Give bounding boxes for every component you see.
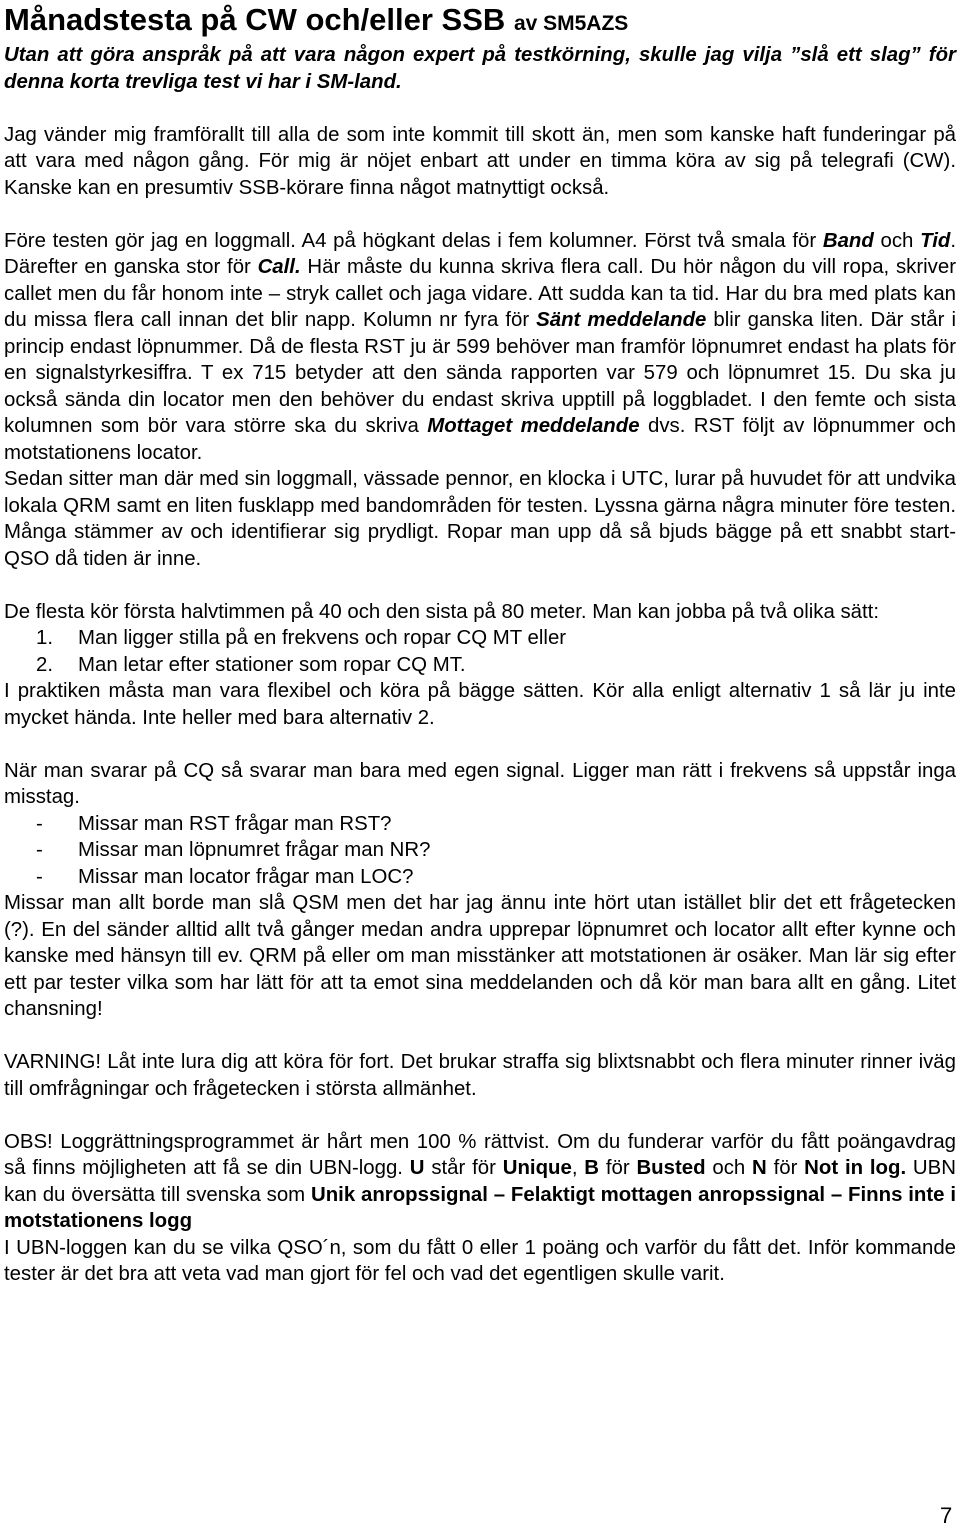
spacer bbox=[4, 1023, 956, 1050]
list-marker: - bbox=[36, 812, 43, 835]
paragraph-9 bbox=[4, 1129, 956, 1235]
text-run: för bbox=[766, 1157, 805, 1179]
paragraph-2 bbox=[4, 228, 956, 467]
bold-n: N bbox=[752, 1157, 767, 1179]
paragraph-3: Sedan sitter man där med sin loggmall, vässade pennor, en klocka i UTC, lurar på huvudet för att undvika lokala QRM samt en liten fusklapp med bandområden för testen. Lyssna gärna några minuter före testen. Många stämmer av och identifierar sig prydligt. Ropar man upp då så bjuds bägge på ett snabbt start-QSO då tiden är inne. bbox=[4, 468, 956, 570]
spacer bbox=[4, 572, 956, 599]
bold-busted: Busted bbox=[636, 1157, 706, 1179]
dash-list bbox=[4, 811, 956, 891]
document-page bbox=[4, 2, 956, 1288]
spacer bbox=[4, 201, 956, 228]
text-run: och bbox=[873, 229, 921, 252]
list-marker: - bbox=[36, 865, 43, 888]
text-run: UBN kan du översätta till svenska som bbox=[4, 1157, 956, 1206]
list-marker: 1. bbox=[36, 627, 54, 649]
list-item-text: Missar man locator frågar man LOC? bbox=[78, 865, 414, 888]
paragraph-8: VARNING! Låt inte lura dig att köra för fort. Det brukar straffa sig blixtsnabbt och flera minuter rinner iväg till omfrågningar och frågetecken i största allmänhet. bbox=[4, 1051, 956, 1100]
paragraph-1: Jag vänder mig framförallt till alla de som inte kommit till skott än, men som kanske haft funderingar på att vara med någon gång. För mig är nöjet enbart att under en timma köra av sig på telegrafi (CW). Kanske kan en presumtiv SSB-körare finna något matnyttigt också. bbox=[4, 123, 956, 199]
intro-paragraph: Utan att göra anspråk på att vara någon expert på testkörning, skulle jag vilja ”slå ett slag” för denna korta trevliga test vi har i SM-land. bbox=[4, 44, 956, 93]
emphasis-call: Call. bbox=[257, 256, 301, 278]
text-run: dvs. RST följt av löpnummer och motstationens locator. bbox=[4, 415, 957, 464]
list-item bbox=[4, 864, 956, 891]
list-marker: - bbox=[36, 839, 43, 861]
text-run: Före testen gör jag en loggmall. A4 på högkant delas i fem kolumner. Först två smala för bbox=[4, 229, 823, 252]
list-item bbox=[4, 811, 956, 838]
page-number: 7 bbox=[940, 1503, 953, 1528]
bold-unique: Unique bbox=[502, 1157, 572, 1179]
list-item-text: Man letar efter stationer som ropar CQ MT. bbox=[78, 653, 466, 676]
paragraph-7: Missar man allt borde man slå QSM men det har jag ännu inte hört utan istället blir det ett frågetecken (?). En del sänder alltid allt två gånger medan andra upprepar löpnumret och locator allt efter kynne och kanske med hänsyn till ev. QRM på eller om man misstänker att motstationen är osäker. Man lär sig efter ett par tester vilka som har lätt för att ta emot sina meddelanden och då kör man bara allt en gång. Litet chansning! bbox=[4, 892, 956, 1020]
paragraph-6: När man svarar på CQ så svarar man bara med egen signal. Ligger man rätt i frekvens så uppstår inga misstag. bbox=[4, 759, 956, 808]
list-marker: 2. bbox=[36, 653, 54, 676]
list-item bbox=[4, 652, 956, 679]
bold-b: B bbox=[584, 1157, 600, 1179]
text-run: och bbox=[705, 1157, 753, 1179]
text-run: för bbox=[599, 1157, 637, 1179]
text-run: blir ganska liten. Där står i princip endast löpnummer. Då de flesta RST ju är 599 behöver man framför löpnumret endast ha plats för en signalstyrkesiffra. T ex 715 betyder att den sända rapporten var 579 och löpnumret 15. Du ska ju också sända din locator men den behöver du endast skriva upptill på loggbladet. I den femte och sista kolumnen som bör vara större ska du skriva bbox=[4, 309, 956, 437]
paragraph-4: De flesta kör första halvtimmen på 40 och den sista på 80 meter. Man kan jobba på två olika sätt: bbox=[4, 600, 880, 623]
list-item-text: Man ligger stilla på en frekvens och ropar CQ MT eller bbox=[78, 627, 567, 649]
bold-ubn-translation: Unik anropssignal – Felaktigt mottagen anropssignal – Finns inte i motstationens logg bbox=[4, 1183, 956, 1232]
numbered-list bbox=[4, 625, 956, 678]
author-byline: av SM5AZS bbox=[513, 12, 629, 35]
page-title bbox=[4, 2, 956, 42]
spacer bbox=[4, 731, 956, 758]
list-item-text: Missar man löpnumret frågar man NR? bbox=[78, 839, 431, 861]
emphasis-tid: Tid bbox=[920, 229, 951, 252]
paragraph-5: I praktiken måsta man vara flexibel och köra på bägge sätten. Kör alla enligt alternativ 1 så lär ju inte mycket hända. Inte heller med bara alternativ 2. bbox=[4, 680, 956, 729]
list-item bbox=[4, 837, 956, 864]
text-run: . Därefter en ganska stor för bbox=[4, 229, 956, 278]
list-item bbox=[4, 625, 956, 652]
text-run: Här måste du kunna skriva flera call. Du hör någon du vill ropa, skriver callet men du får honom inte – stryk callet och jaga vidare. Att sudda kan ta tid. Har du bra med plats kan du missa flera call innan det blir napp. Kolumn nr fyra för bbox=[4, 256, 957, 331]
emphasis-mottaget-meddelande: Mottaget meddelande bbox=[427, 415, 640, 437]
spacer bbox=[4, 95, 956, 122]
emphasis-band: Band bbox=[822, 229, 874, 252]
title-text: Månadstesta på CW och/eller SSB bbox=[4, 2, 506, 37]
emphasis-sant-meddelande: Sänt meddelande bbox=[536, 309, 707, 331]
list-item-text: Missar man RST frågar man RST? bbox=[78, 812, 392, 835]
text-run: OBS! Loggrättningsprogrammet är hårt men 100 % rättvist. Om du funderar varför du fått poängavdrag så finns möjligheten att få se din UBN-logg. bbox=[4, 1130, 956, 1179]
text-run: står för bbox=[424, 1157, 503, 1179]
paragraph-10: I UBN-loggen kan du se vilka QSO´n, som du fått 0 eller 1 poäng och varför du fått det. Inför kommande tester är det bra att veta vad man gjort för fel och vad det egentligen skulle varit. bbox=[4, 1236, 956, 1285]
spacer bbox=[4, 1102, 956, 1129]
bold-u: U bbox=[409, 1157, 425, 1179]
text-run: , bbox=[571, 1157, 585, 1179]
bold-not-in-log: Not in log. bbox=[804, 1157, 907, 1179]
